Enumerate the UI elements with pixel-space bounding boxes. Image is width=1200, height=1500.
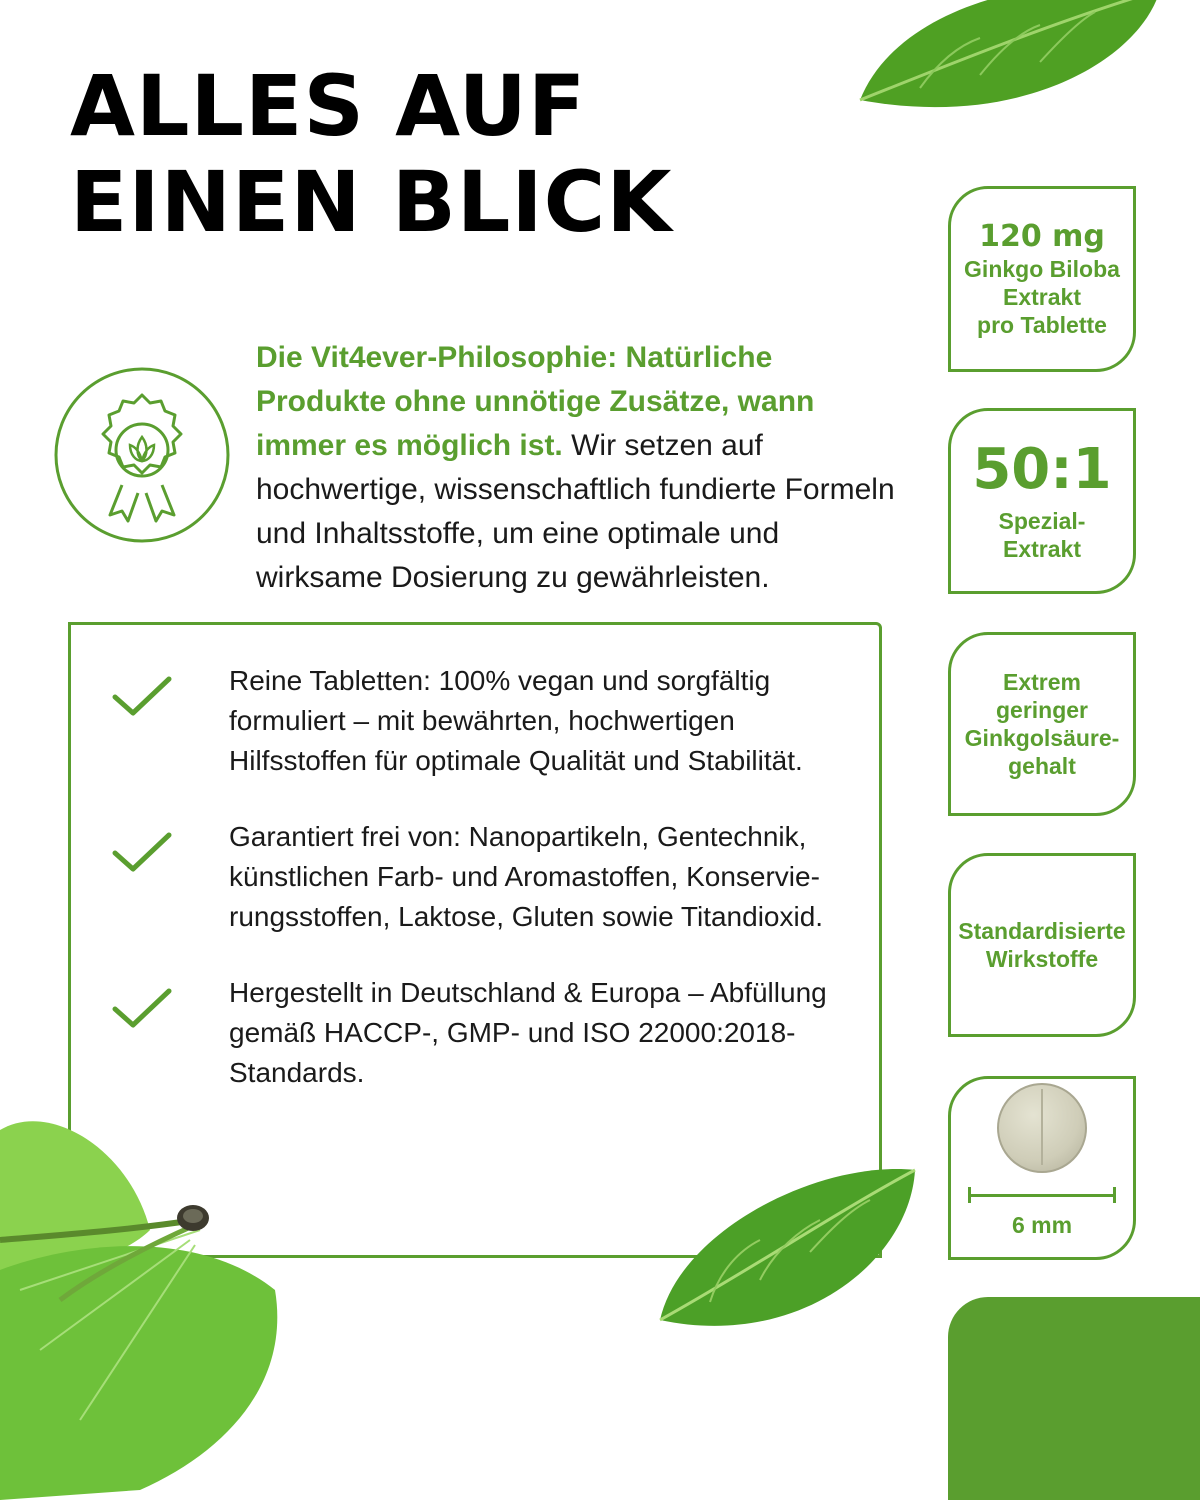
- badge-dose-line-3: pro Tablette: [977, 312, 1107, 338]
- badge-acid-line-4: gehalt: [1008, 753, 1076, 779]
- badge-dose-value: 120 mg: [979, 219, 1105, 254]
- page-title-line-1: ALLES AUF: [70, 57, 587, 155]
- badge-ratio: [948, 408, 1136, 594]
- badge-acid: [948, 632, 1136, 816]
- badge-dose-line-1: Ginkgo Biloba: [964, 256, 1120, 282]
- page-title: [70, 58, 672, 250]
- badge-size-label: 6 mm: [1011, 1212, 1073, 1238]
- philosophy-text: [256, 336, 906, 600]
- badge-ratio-value: 50:1: [972, 437, 1112, 502]
- checkmark-icon: [111, 829, 175, 877]
- ginkgo-leaves-image: [0, 1090, 300, 1500]
- feature-text: Reine Tabletten: 100% vegan und sorgfältig formuliert – mit bewährten, hochwertigen Hilfsstoffen für optimale Qualität und Stabilität.: [229, 665, 803, 776]
- badge-ratio-line-1: Spezial-: [998, 508, 1086, 534]
- ruler-icon: [968, 1187, 1116, 1203]
- leaf-top-right-image: [840, 0, 1170, 140]
- badge-standard: [948, 853, 1136, 1037]
- badge-acid-line-2: geringer: [995, 697, 1089, 723]
- feature-text: Garantiert frei von: Nanopartikeln, Gentechnik, künstlichen Farb- und Aromastoffen, Konservie-rungsstoffen, Laktose, Gluten sowie Titandioxid.: [229, 821, 824, 932]
- badge-standard-line-2: Wirkstoffe: [985, 946, 1099, 972]
- checkmark-icon: [111, 985, 175, 1033]
- philosophy-highlight: Die Vit4ever-Philosophie: Natürliche Produkte ohne unnötige Zusätze, wann immer es möglich ist.: [256, 341, 815, 462]
- page-title-line-2: EINEN BLICK: [70, 153, 673, 251]
- quality-seal-icon: [52, 365, 232, 545]
- tablet-icon: [997, 1083, 1087, 1173]
- feature-text: Hergestellt in Deutschland & Europa – Abfüllung gemäß HACCP-, GMP- und ISO 22000:2018-Standards.: [229, 977, 827, 1088]
- checkmark-icon: [111, 673, 175, 721]
- badge-acid-line-3: Ginkgolsäure-: [964, 725, 1120, 751]
- badge-standard-line-1: Standardisierte: [958, 918, 1126, 944]
- philosophy-body: Wir setzen auf hochwertige, wissenschaftlich fundierte Formeln und Inhaltsstoffe, um eine optimale und wirksame Dosierung zu gewährleisten.: [256, 429, 895, 594]
- badge-size: [948, 1076, 1136, 1260]
- leaf-bottom-middle-image: [640, 1150, 930, 1350]
- badge-dose: [948, 186, 1136, 372]
- badge-acid-line-1: Extrem: [1003, 669, 1081, 695]
- badge-ratio-line-2: Extrakt: [1003, 536, 1081, 562]
- green-corner-block: [948, 1297, 1200, 1500]
- badge-dose-line-2: Extrakt: [1003, 284, 1081, 310]
